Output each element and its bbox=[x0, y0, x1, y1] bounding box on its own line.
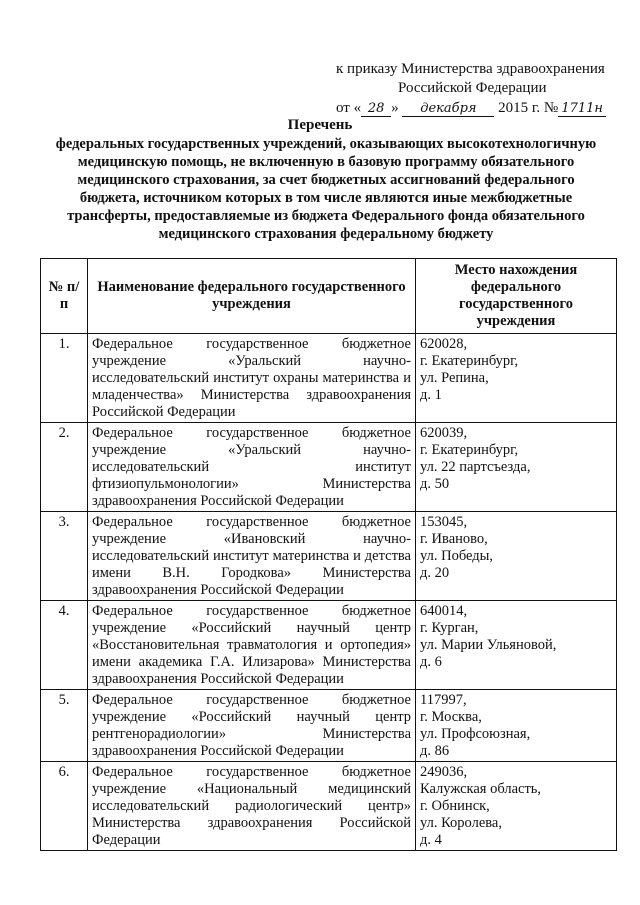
address-line: г. Екатеринбург, bbox=[420, 353, 519, 369]
row-number: 3. bbox=[41, 512, 88, 601]
address-line: г. Иваново, bbox=[420, 531, 488, 547]
institutions-table bbox=[40, 258, 617, 851]
address-line: 117997, bbox=[420, 692, 467, 708]
institution-address bbox=[416, 512, 617, 601]
handwritten-day: 28 bbox=[361, 101, 391, 117]
row-number: 4. bbox=[41, 601, 88, 690]
address-line: ул. Репина, bbox=[420, 370, 489, 386]
address-line: г. Москва, bbox=[420, 709, 482, 725]
row-number: 2. bbox=[41, 423, 88, 512]
header-location: Место нахождения федерального государственного учреждения bbox=[416, 259, 617, 334]
institution-address bbox=[416, 334, 617, 423]
institution-address bbox=[416, 601, 617, 690]
document-title: Перечень bbox=[287, 117, 353, 133]
document-subtitle: федеральных государственных учреждений, оказывающих высокотехнологичную медицинскую помощь, не включенную в базовую программу обязательного медицинского страхования, за счет бюджетных ассигнований федерального бюджета, источником которых в том числе являются иные межбюджетные трансферты, предоставляемые из бюджета Федерального фонда обязательного медицинского страхования федеральному бюджету bbox=[55, 136, 597, 242]
address-line: ул. Королева, bbox=[420, 815, 502, 831]
table-row bbox=[41, 512, 617, 601]
header-name: Наименование федерального государственного учреждения bbox=[88, 259, 416, 334]
header-num: № п/п bbox=[41, 259, 88, 334]
order-reference bbox=[336, 60, 616, 118]
order-reference-line2: Российской Федерации bbox=[398, 80, 547, 96]
address-line: ул. Марии Ульяновой, bbox=[420, 637, 557, 653]
date-mid: » bbox=[391, 100, 399, 116]
institution-name: Федеральное государственное бюджетное учреждение «Национальный медицинский исследовательский радиологический центр» Министерства здравоохранения Российской Федерации bbox=[88, 762, 416, 851]
institution-name: Федеральное государственное бюджетное учреждение «Уральский научно-исследовательский институт фтизиопульмонологии» Министерства здравоохранения Российской Федерации bbox=[88, 423, 416, 512]
address-line: д. 1 bbox=[420, 387, 442, 403]
institution-address bbox=[416, 690, 617, 762]
address-line: 620039, bbox=[420, 425, 468, 441]
date-year: 2015 г. № bbox=[498, 100, 559, 116]
institution-address bbox=[416, 423, 617, 512]
institution-name: Федеральное государственное бюджетное учреждение «Ивановский научно-исследовательский институт материнства и детства имени В.Н. Городкова» Министерства здравоохранения Российской Федерации bbox=[88, 512, 416, 601]
address-line: ул. Победы, bbox=[420, 548, 493, 564]
address-line: д. 6 bbox=[420, 654, 442, 670]
address-line: 620028, bbox=[420, 336, 468, 352]
table-header-row bbox=[41, 259, 617, 334]
address-line: 249036, bbox=[420, 764, 468, 780]
order-reference-line1: к приказу Министерства здравоохранения bbox=[336, 61, 605, 77]
handwritten-order-number: 1711н bbox=[558, 101, 606, 117]
address-line: д. 86 bbox=[420, 743, 450, 759]
row-number: 1. bbox=[41, 334, 88, 423]
table-row bbox=[41, 601, 617, 690]
address-line: Калужская область, bbox=[420, 781, 542, 797]
table-row bbox=[41, 762, 617, 851]
institution-name: Федеральное государственное бюджетное учреждение «Уральский научно-исследовательский институт охраны материнства и младенчества» Министерства здравоохранения Российской Федерации bbox=[88, 334, 416, 423]
address-line: г. Курган, bbox=[420, 620, 479, 636]
address-line: ул. Профсоюзная, bbox=[420, 726, 531, 742]
address-line: 640014, bbox=[420, 603, 468, 619]
address-line: г. Обнинск, bbox=[420, 798, 490, 814]
address-line: д. 4 bbox=[420, 832, 442, 848]
institution-name: Федеральное государственное бюджетное учреждение «Российский научный центр «Восстановительная травматология и ортопедия» имени академика Г.А. Илизарова» Министерства здравоохранения Российской Федерации bbox=[88, 601, 416, 690]
institution-address bbox=[416, 762, 617, 851]
address-line: д. 50 bbox=[420, 476, 450, 492]
address-line: 153045, bbox=[420, 514, 468, 530]
date-prefix: от « bbox=[336, 100, 362, 116]
address-line: ул. 22 партсъезда, bbox=[420, 459, 531, 475]
institution-name: Федеральное государственное бюджетное учреждение «Российский научный центр рентгенорадиологии» Министерства здравоохранения Российской Федерации bbox=[88, 690, 416, 762]
table-row bbox=[41, 690, 617, 762]
table-row bbox=[41, 334, 617, 423]
table-row bbox=[41, 423, 617, 512]
row-number: 5. bbox=[41, 690, 88, 762]
address-line: г. Екатеринбург, bbox=[420, 442, 519, 458]
row-number: 6. bbox=[41, 762, 88, 851]
address-line: д. 20 bbox=[420, 565, 450, 581]
handwritten-month: декабря bbox=[402, 101, 494, 117]
